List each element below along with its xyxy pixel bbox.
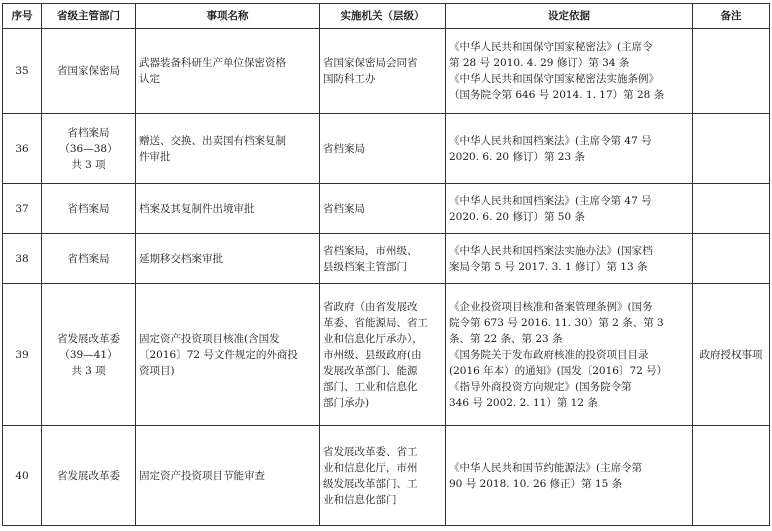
- cell-agency: [320, 284, 446, 426]
- cell-basis-line: 346 号 2002. 2. 11）第 12 条: [449, 396, 598, 409]
- cell-dept-line: 共 3 项: [71, 158, 106, 171]
- cell-basis-line: 院令第 673 号 2016. 11. 30）第 2 条、第 3: [449, 316, 664, 329]
- cell-dept-line: 省发展改革委: [57, 332, 120, 345]
- cell-agency-line: 业和信息化部门: [323, 493, 397, 506]
- cell-agency-line: 省档案局: [323, 202, 365, 215]
- cell-note: [693, 184, 770, 234]
- cell-agency-line: 发展改革部门、能源: [323, 364, 418, 377]
- cell-item: [136, 29, 320, 114]
- cell-dept: [42, 29, 136, 114]
- cell-note: [693, 29, 770, 114]
- cell-item-line: 赠送、交换、出卖国有档案复制: [139, 134, 286, 147]
- cell-basis: [446, 426, 693, 526]
- cell-basis: [446, 184, 693, 234]
- table-row: [3, 184, 770, 234]
- cell-item-line: 固定资产投资项目节能审查: [139, 469, 265, 482]
- cell-dept-line: 省档案局: [67, 202, 110, 215]
- cell-item-line: 延期移交档案审批: [139, 252, 223, 265]
- cell-item: [136, 284, 320, 426]
- cell-basis-line: (2016 年本）的通知》(国发〔2016〕72 号）: [449, 364, 668, 377]
- items-table: [2, 3, 770, 526]
- cell-item-line: 武器装备科研生产单位保密资格: [139, 57, 286, 69]
- cell-dept: [42, 184, 136, 234]
- table-row: [3, 426, 770, 526]
- cell-agency-line: 革委、省能源局、省工: [323, 316, 428, 329]
- cell-note: 政府授权事项: [693, 284, 770, 426]
- cell-item: [136, 114, 320, 184]
- cell-basis: [446, 114, 693, 184]
- cell-item-line: 固定资产投资项目核准(含国发: [139, 332, 280, 345]
- cell-agency-line: 部门、工业和信息化: [323, 380, 418, 393]
- table-row: [3, 29, 770, 114]
- table-row: [3, 234, 770, 284]
- cell-dept-line: 省发展改革委: [57, 469, 120, 482]
- cell-agency-line: 县级档案主管部门: [323, 260, 407, 273]
- cell-agency: [320, 114, 446, 184]
- cell-dept-line: （36—38）: [59, 142, 118, 155]
- cell-basis-line: 《中华人民共和国档案法实施办法》(国家档: [449, 244, 653, 257]
- cell-no: 35: [3, 29, 42, 114]
- cell-basis-line: 《企业投资项目核准和备案管理条例》(国务: [449, 300, 653, 313]
- cell-dept: [42, 284, 136, 426]
- cell-basis-line: 《中华人民共和国档案法》(主席令第 47 号: [449, 134, 652, 147]
- cell-no: 39: [3, 284, 42, 426]
- cell-no: 40: [3, 426, 42, 526]
- cell-basis-line: （国务院令第 646 号 2014. 1. 17）第 28 条: [449, 89, 665, 101]
- cell-no: 37: [3, 184, 42, 234]
- cell-agency-line: 业和信息化厅承办），: [323, 332, 423, 345]
- cell-item-line: 〔2016〕72 号文件规定的外商投: [139, 348, 298, 361]
- cell-basis-line: 第 28 号 2010. 4. 29 修订）第 34 条: [449, 57, 630, 69]
- cell-agency-line: 省国家保密局会同省: [323, 57, 418, 69]
- cell-item-line: 资项目): [139, 364, 175, 377]
- cell-basis-line: 90 号 2018. 10. 26 修正）第 15 条: [449, 477, 623, 490]
- header-item: 事项名称: [136, 4, 320, 29]
- cell-agency-line: 级发展改革部门、工: [323, 477, 418, 490]
- cell-basis-line: 《中华人民共和国保守国家秘密法》(主席令: [449, 41, 653, 53]
- cell-agency: [320, 29, 446, 114]
- header-agency: 实施机关（层级）: [320, 4, 446, 29]
- cell-agency-line: 省政府（由省发展改: [323, 300, 418, 313]
- table-row: [3, 284, 770, 426]
- cell-basis-line: 《中华人民共和国保守国家秘密法实施条例》: [449, 73, 659, 85]
- cell-basis-line: 案局令第 5 号 2017. 3. 1 修订）第 13 条: [449, 260, 648, 273]
- cell-dept-line: 省档案局: [67, 126, 110, 139]
- cell-basis-line: 《国务院关于发布政府核准的投资项目目录: [449, 348, 649, 361]
- cell-agency-line: 省档案局: [323, 142, 365, 155]
- cell-note: [693, 114, 770, 184]
- cell-basis: [446, 234, 693, 284]
- header-basis: 设定依据: [446, 4, 693, 29]
- header-no: 序号: [3, 4, 42, 29]
- cell-item: [136, 234, 320, 284]
- cell-no: 36: [3, 114, 42, 184]
- header-note: 备注: [693, 4, 770, 29]
- cell-agency: [320, 234, 446, 284]
- cell-item: [136, 426, 320, 526]
- cell-item-line: 档案及其复制件出境审批: [139, 202, 255, 215]
- cell-item: [136, 184, 320, 234]
- cell-agency-line: 国防科工办: [323, 73, 376, 85]
- header-dept: 省级主管部门: [42, 4, 136, 29]
- cell-basis-line: 《中华人民共和国节约能源法》(主席令第: [449, 461, 643, 474]
- cell-no: 38: [3, 234, 42, 284]
- cell-basis-line: 《中华人民共和国档案法》(主席令第 47 号: [449, 194, 652, 207]
- cell-item-line: 认定: [139, 73, 160, 85]
- cell-dept-line: 省国家保密局: [57, 65, 120, 77]
- cell-agency-line: 省发展改革委、省工: [323, 445, 418, 458]
- cell-agency-line: 市州级、县级政府(由: [323, 348, 422, 361]
- cell-note: [693, 234, 770, 284]
- cell-agency-line: 省档案局，市州级、: [323, 244, 418, 257]
- cell-dept-line: 共 3 项: [71, 364, 106, 377]
- cell-basis-line: 条、第 22 条、第 23 条: [449, 332, 563, 345]
- cell-basis-line: 《指导外商投资方向规定》(国务院令第: [449, 380, 632, 393]
- cell-dept-line: （39—41）: [59, 348, 118, 361]
- cell-agency: [320, 184, 446, 234]
- cell-basis-line: 2020. 6. 20 修订）第 23 条: [449, 150, 585, 163]
- header-row: [3, 4, 770, 29]
- cell-basis: [446, 29, 693, 114]
- cell-dept: [42, 426, 136, 526]
- cell-agency: [320, 426, 446, 526]
- cell-dept: [42, 114, 136, 184]
- cell-agency-line: 部门承办): [323, 396, 370, 409]
- cell-item-line: 件审批: [139, 150, 171, 163]
- table-row: [3, 114, 770, 184]
- cell-note: [693, 426, 770, 526]
- cell-dept-line: 省档案局: [67, 252, 110, 265]
- cell-agency-line: 业和信息化厅，市州: [323, 461, 418, 474]
- cell-basis-line: 2020. 6. 20 修订）第 50 条: [449, 210, 585, 223]
- cell-dept: [42, 234, 136, 284]
- cell-basis: [446, 284, 693, 426]
